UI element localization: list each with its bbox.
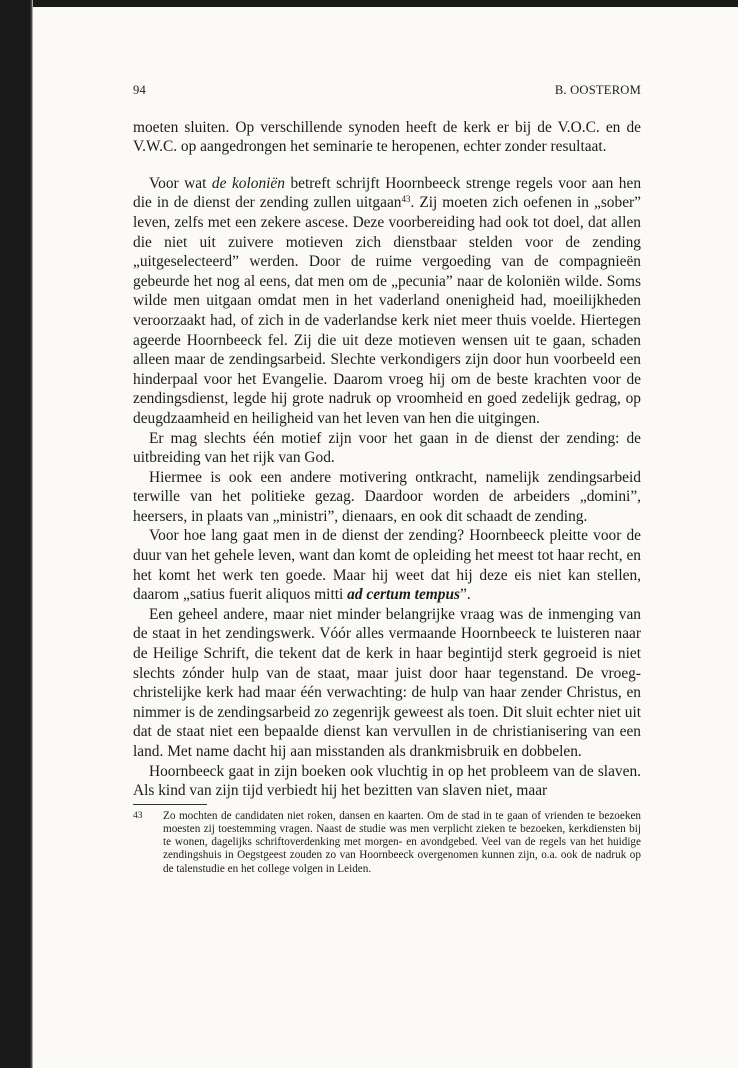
paragraph-5 xyxy=(133,526,641,604)
paragraph-5-start: Voor hoe lang gaat men in de dienst der zending? Hoornbeeck pleitte voor de duur van het gehele leven, want dan komt de opleiding het meest tot haar recht, en het komt het werk ten goede. Maar hij weet dat hij deze eis niet kan stellen, daarom „satius fuerit aliquos mitti xyxy=(133,527,641,604)
paragraph-2 xyxy=(133,174,641,429)
footnote-text: Zo mochten de candidaten niet roken, dansen en kaarten. Om de stad in te gaan of vrienden te bezoeken moesten zij toestemming vragen. Naast de studie was men verplicht zieken te bezoeken, kerkdiensten bij te wonen, dagelijks schriftoverdenking met morgen- en avondgebed. Veel van de regels van het huidige zendingshuis in Oegstgeest zouden zo van Hoornbeeck overgenomen kunnen zijn, o.a. ook de nadruk op de talenstudie en het college volgen in Leiden. xyxy=(163,809,641,875)
paragraph-1: moeten sluiten. Op verschillende synoden heeft de kerk er bij de V.O.C. en de V.W.C. op aangedrongen het seminarie te heropenen, echter zonder resultaat. xyxy=(133,118,641,156)
paragraph-4: Hiermee is ook een andere motivering ontkracht, namelijk zendingsarbeid terwille van het politieke gezag. Daardoor worden de arbeiders „domini”, heersers, in plaats van „ministri”, dienaars, en ook dit schaadt de zending. xyxy=(133,468,641,525)
footnote-43 xyxy=(133,810,641,876)
paragraph-5-end: ”. xyxy=(460,586,471,604)
running-head-author: B. OOSTEROM xyxy=(554,83,641,97)
page-body xyxy=(133,81,641,876)
paragraph-6: Een geheel andere, maar niet minder belangrijke vraag was de inmenging van de staat in het zendingswerk. Vóór alles vermaande Hoornbeeck te luisteren naar de Heilige Schrift, die tekent dat de kerk in haar begintijd sterk gegroeid is niet slechts zónder hulp van de staat, maar juist door haar tegenstand. De vroeg-christelijke kerk had maar één verwachting: de hulp van haar zender Christus, en nimmer is de zendingsarbeid zo zegenrijk geweest als toen. Dit sluit echter niet uit dat de staat niet een bepaalde dienst kan vervullen in de christianisering van een land. Met name dacht hij aan misstanden als drankmisbruik en dobbelen. xyxy=(133,605,641,760)
page-number: 94 xyxy=(133,83,146,97)
paragraph-5-italic: ad certum tempus xyxy=(347,586,461,604)
footnote-divider xyxy=(133,804,207,805)
paragraph-2-italic: de koloniën xyxy=(211,174,285,192)
scan-top-edge xyxy=(0,0,738,7)
scan-left-edge xyxy=(0,0,33,1068)
paragraph-2-end: . Zij moeten zich oefenen in „sober” leven, zelfs met een zekere ascese. Deze voorbereiding had ook tot doel, dat allen die niet uit zuivere motieven zich dienstbaar stelden voor de zending „uitgeselecteerd” werden. Door de ruime vergoeding van de compagnieën gebeurde het nog al eens, dat men om de „pecunia” naar de koloniën wilde. Soms wilde men uitgaan omdat men in het vaderland onenigheid had, moeilijkheden veroorzaakt had, of zich in de vaderlandse kerk niet meer thuis voelde. Hiertegen ageerde Hoornbeeck fel. Zij die uit deze motieven wensen uit te gaan, schaden alleen maar de zendingsarbeid. Slechte verkondigers zijn door hun voorbeeld een hinderpaal voor het Evangelie. Daarom vroeg hij om de beste krachten voor de zendingsdienst, legde hij grote nadruk op vroomheid en goed zedelijk gedrag, op deugdzaamheid en heiligheid van het leven van hen die uitgingen. xyxy=(133,194,641,427)
running-head xyxy=(133,81,641,101)
paragraph-2-start: Voor wat xyxy=(149,174,212,192)
paragraph-3: Er mag slechts één motief zijn voor het gaan in de dienst der zending: de uitbreiding van het rijk van God. xyxy=(133,429,641,467)
paragraph-2-mid: betreft schrijft Hoornbeeck strenge regels voor aan hen die in de dienst der zending zullen uitgaan xyxy=(133,174,642,212)
footnote-number: 43 xyxy=(133,810,143,821)
footnote-ref-43[interactable]: 43 xyxy=(401,194,411,205)
paragraph-7: Hoornbeeck gaat in zijn boeken ook vluchtig in op het probleem van de slaven. Als kind van zijn tijd verbiedt hij het bezitten van slaven niet, maar xyxy=(133,762,641,800)
